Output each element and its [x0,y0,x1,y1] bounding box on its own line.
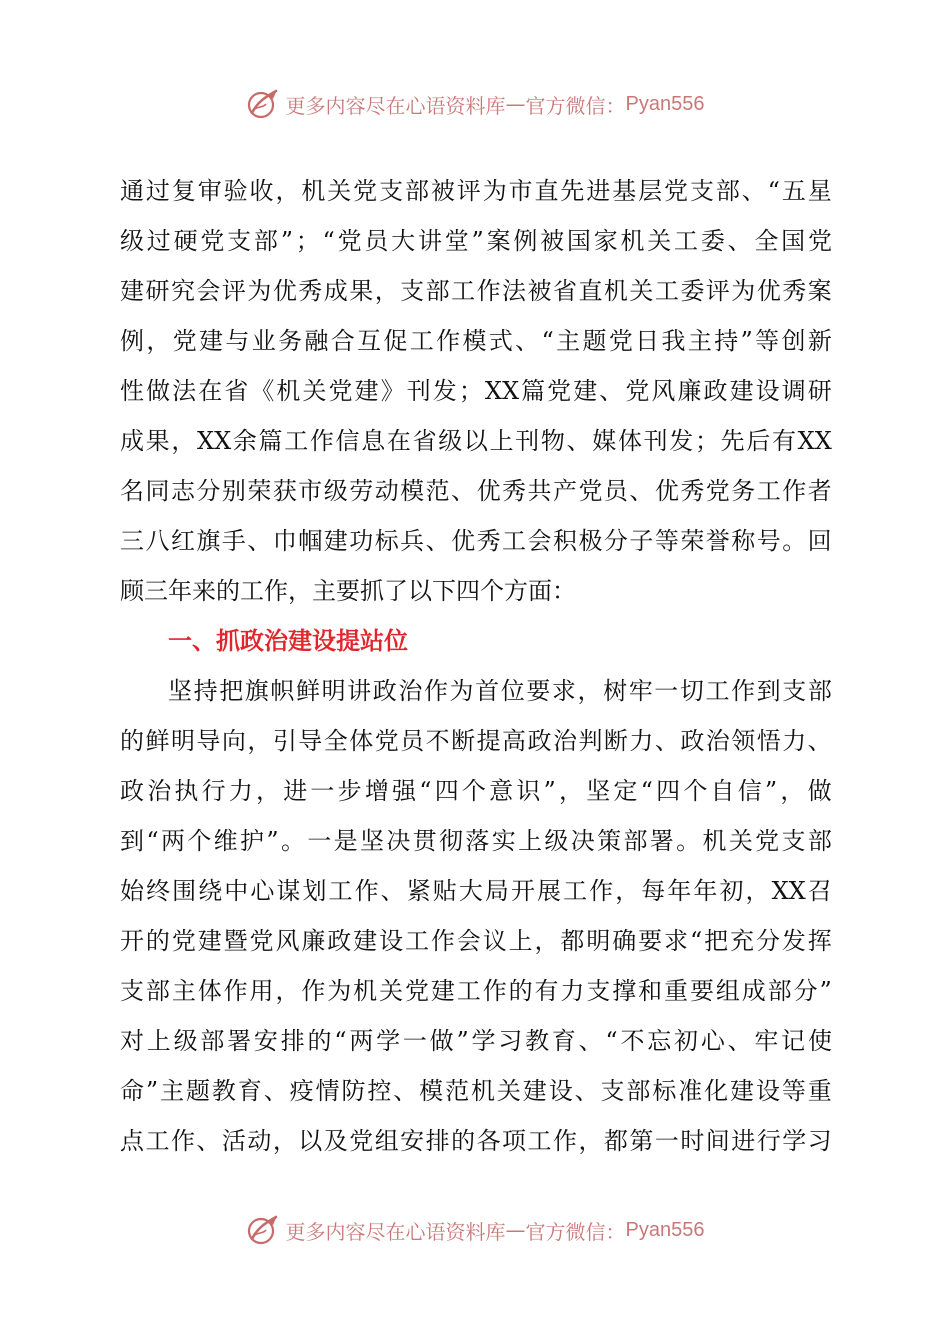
watermark-separator: — [505,92,526,116]
text-line: 通 过 复 审 验 收 ， 机 关 党 支 部 被 评 为 市 直 先 进 基 层 党 支 部 、 “ 五 星 [120,177,832,205]
text-line: 支 部 主 体 作 用 ， 作 为 机 关 党 建 工 作 的 有 力 支 撑 和 重 要 组 成 部 分 ” [120,977,832,1005]
text-line: 性 做 法 在 省 《 机 关 党 建 》 刊 发 ； XX 篇 党 建 、 党 风 廉 政 建 设 调 研 [120,377,832,405]
text-line: 对 上 级 部 署 安 排 的 “ 两 学 一 做 ” 学 习 教 育 、 “ 不 忘 初 心 、 牢 记 使 [120,1027,832,1055]
text-line: 命 ” 主 题 教 育 、 疫 情 防 控 、 模 范 机 关 建 设 、 支 部 标 准 化 建 设 等 重 [120,1077,832,1105]
pen-swirl-icon [246,1213,280,1247]
header-watermark [0,84,950,124]
watermark-separator: — [505,1218,526,1242]
text-line: 建 研 究 会 评 为 优 秀 成 果 ， 支 部 工 作 法 被 省 直 机 关 工 委 评 为 优 秀 案 [120,277,832,305]
text-line: 三 八 红 旗 手 、 巾 帼 建 功 标 兵 、 优 秀 工 会 积 极 分 子 等 荣 誉 称 号 。 回 [120,527,832,555]
document-body [120,166,832,1166]
text-line: 的 鲜 明 导 向 ， 引 导 全 体 党 员 不 断 提 高 政 治 判 断 力 、 政 治 领 悟 力 、 [120,727,832,755]
watermark-wechat-id: Pyan556 [625,92,705,115]
text-line: 政 治 执 行 力 ， 进 一 步 增 强 “ 四 个 意 识 ” ， 坚 定 “ 四 个 自 信 ” ， 做 [120,777,832,805]
text-line: 级 过 硬 党 支 部 ” ； “ 党 员 大 讲 堂 ” 案 例 被 国 家 机 关 工 委 、 全 国 党 [120,227,832,255]
watermark-wechat-label: 官方微信： [525,93,626,118]
paragraph-2 [120,666,832,1166]
section-heading: 一、抓政治建设提站位 [168,627,408,655]
footer-watermark [0,1210,950,1250]
text-line: 开 的 党 建 暨 党 风 廉 政 建 设 工 作 会 议 上 ， 都 明 确 要 求 “ 把 充 分 发 挥 [120,927,832,955]
watermark-site-text: 更多内容尽在心语资料库 [285,1219,506,1244]
paragraph-1 [120,166,832,616]
text-line: 名 同 志 分 别 荣 获 市 级 劳 动 模 范 、 优 秀 共 产 党 员 、 优 秀 党 务 工 作 者 [120,477,832,505]
text-line: 点 工 作 、 活 动 ， 以 及 党 组 安 排 的 各 项 工 作 ， 都 第 一 时 间 进 行 学 习 [120,1127,832,1155]
text-line: 顾三年来的工作，主要抓了以下四个方面： [120,577,576,605]
watermark-wechat-label: 官方微信： [525,1219,626,1244]
text-line: 成 果 ， XX 余 篇 工 作 信 息 在 省 级 以 上 刊 物 、 媒 体 刊 发 ； 先 后 有 XX [120,427,832,455]
text-line: 例 ， 党 建 与 业 务 融 合 互 促 工 作 模 式 、 “ 主 题 党 日 我 主 持 ” 等 创 新 [120,327,832,355]
watermark-wechat-id: Pyan556 [625,1218,705,1241]
text-line: 到 “ 两 个 维 护 ” 。 一 是 坚 决 贯 彻 落 实 上 级 决 策 部 署 。 机 关 党 支 部 [120,827,832,855]
watermark-site-text: 更多内容尽在心语资料库 [285,93,506,118]
text-line: 始 终 围 绕 中 心 谋 划 工 作 、 紧 贴 大 局 开 展 工 作 ， 每 年 年 初 ， XX 召 [120,877,832,905]
text-line: 坚 持 把 旗 帜 鲜 明 讲 政 治 作 为 首 位 要 求 ， 树 牢 一 切 工 作 到 支 部 [168,677,832,705]
pen-swirl-icon [246,87,280,121]
